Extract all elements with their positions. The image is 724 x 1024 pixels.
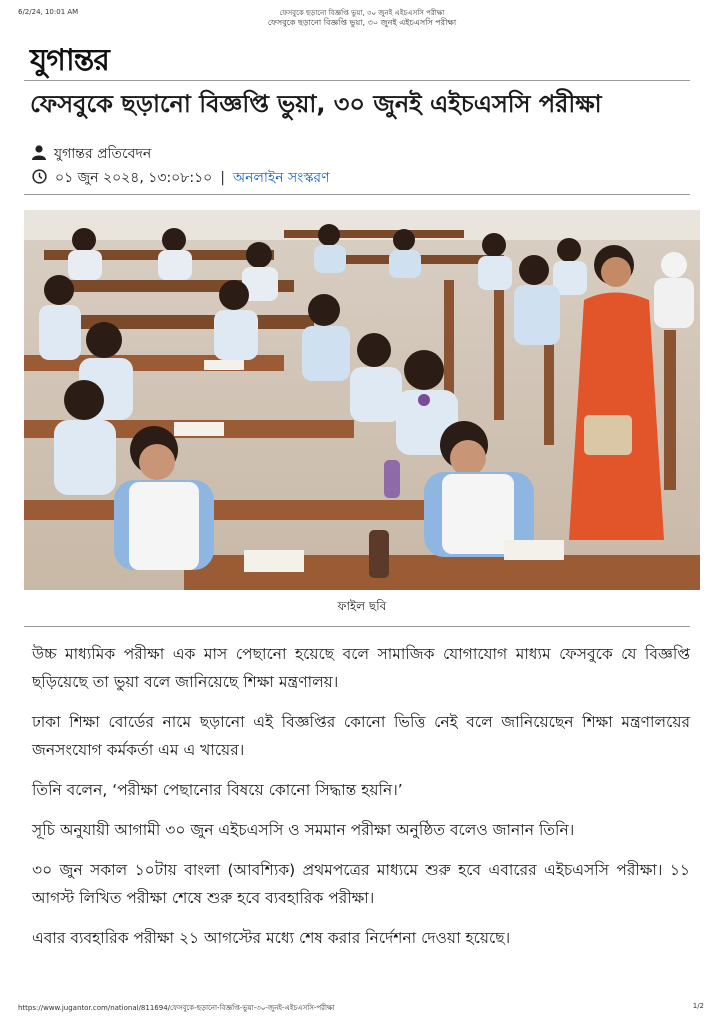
paragraph-2: ঢাকা শিক্ষা বোর্ডের নামে ছড়ানো এই বিজ্ঞপ্তির কোনো ভিত্তি নেই বলে জানিয়েছেন শিক্ষা মন্ত্রণালয়ের জনসংযোগ কর্মকর্তা এম এ খায়ের। [32,713,690,759]
print-footer [18,1002,704,1014]
clock-icon [32,169,47,188]
exam-hall-photo [24,210,700,590]
publish-meta [32,166,330,190]
print-title [18,8,706,28]
paragraph-3: তিনি বলেন, ‘পরীক্ষা পেছানোর বিষয়ে কোনো সিদ্ধান্ত হয়নি।’ [32,781,403,799]
byline [32,142,151,166]
article-body [32,640,690,964]
print-title-line-2: ফেসবুকে ছড়ানো বিজ্ঞপ্তি ভুয়া, ৩০ জুনই এইচএসসি পরীক্ষা [267,18,457,27]
header-divider [24,80,690,81]
meta-separator: | [220,170,225,186]
meta-divider [24,194,690,195]
paragraph-1: উচ্চ মাধ্যমিক পরীক্ষা এক মাস পেছানো হয়েছে বলে সামাজিক যোগাযোগ মাধ্যম ফেসবুকে যে বিজ্ঞপ্তি ছড়িয়েছে তা ভুয়া বলে জানিয়েছে শিক্ষা মন্ত্রণালয়। [32,645,690,691]
page-number: 1/2 [692,1002,704,1010]
photo-caption: ফাইল ছবি [337,599,387,613]
publish-datetime: ০১ জুন ২০২৪, ১৩:০৮:১০ [55,170,213,186]
caption-divider [24,626,690,627]
print-title-line-1: ফেসবুকে ছড়ানো বিজ্ঞপ্তি ভুয়া, ৩০ জুনই এইচএসসি পরীক্ষা [279,9,445,17]
paragraph-6: এবার ব্যবহারিক পরীক্ষা ২১ আগস্টের মধ্যে শেষ করার নির্দেশনা দেওয়া হয়েছে। [32,929,511,947]
paragraph-5: ৩০ জুন সকাল ১০টায় বাংলা (আবশ্যিক) প্রথমপত্রের মাধ্যমে শুরু হবে এবারের এইচএসসি পরীক্ষা। ১১ আগস্ট লিখিত পরীক্ষা শেষে শুরু হবে ব্যবহারিক পরীক্ষা। [32,861,690,907]
jugantor-logo[interactable]: যুগান্তর [30,43,109,78]
page-url[interactable]: https://www.jugantor.com/national/811694/ফেসবুকে-ছড়ানো-বিজ্ঞপ্তি-ভুয়া-৩০-জুনই-এইচএসসি-পরীক্ষা [18,1004,335,1012]
author-name: যুগান্তর প্রতিবেদন [54,146,152,162]
user-icon [32,145,46,164]
print-header [18,8,706,36]
paragraph-4: সূচি অনুযায়ী আগামী ৩০ জুন এইচএসসি ও সমমান পরীক্ষা অনুষ্ঠিত বলেও জানান তিনি। [32,821,575,839]
print-date: 6/2/24, 10:01 AM [18,8,79,16]
article-headline: ফেসবুকে ছড়ানো বিজ্ঞপ্তি ভুয়া, ৩০ জুনই এইচএসসি পরীক্ষা [30,90,602,118]
edition-link[interactable]: অনলাইন সংস্করণ [232,170,330,186]
